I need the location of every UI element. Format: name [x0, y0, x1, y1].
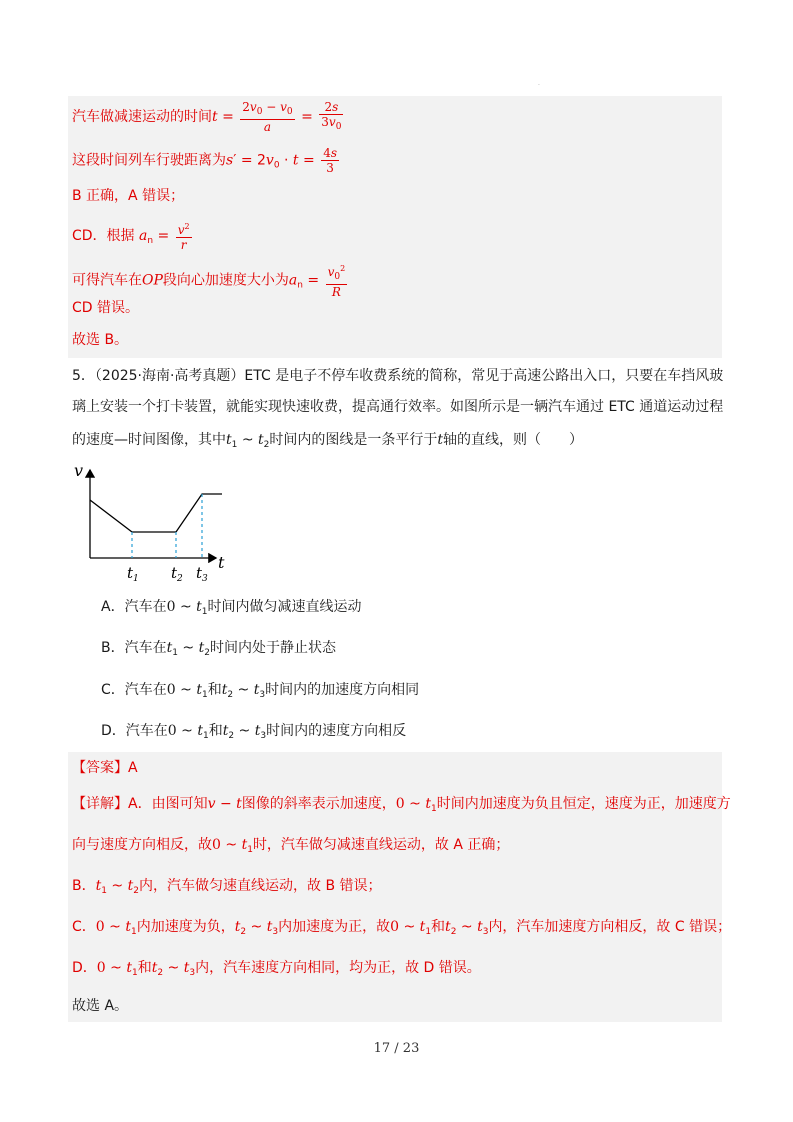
t2-label: t — [171, 564, 178, 582]
t1-sub: 1 — [133, 574, 139, 584]
op-label: OP — [142, 272, 163, 289]
line-text: C． — [72, 919, 96, 935]
option-c: C．汽车在0 ~ $t_1$和$t_2$ ~ $t_3$时间内的加速度方向相同 — [101, 682, 420, 700]
solution-line-cd-wrong: CD 错误。 — [72, 300, 140, 316]
solution-line-op: 可得汽车在OP段向心加速度大小为$a_n$ = $\frac{v_0^2}{R}$ — [72, 264, 346, 299]
solution-line-distance: 这段时间列车行驶距离为$s' = 2v_0 \cdot t$ = $\frac{4s}{3}$ — [72, 146, 338, 175]
solution-line-b-correct: B 正确，A 错误； — [72, 188, 185, 204]
option-text: 和 — [207, 682, 222, 698]
line-text: 轴的直线，则（ ） — [443, 432, 584, 448]
detail-line-b: B．$t_1$ ~ $t_2$内，汽车做匀速直线运动，故 B 错误； — [72, 878, 382, 896]
fraction: $\frac{v^2}{r}$ — [177, 222, 190, 252]
option-text: 时间内处于静止状态 — [210, 640, 336, 656]
line-text: 内加速度为负， — [136, 919, 235, 935]
option-text: 时间内的加速度方向相同 — [265, 682, 420, 698]
line-text: 内加速度为正，故 — [278, 919, 391, 935]
option-a: A．汽车在0 ~ $t_1$时间内做匀减速直线运动 — [101, 599, 362, 617]
line-text: 内，汽车速度方向相同，均为正，故 D 错误。 — [195, 960, 481, 976]
question-line-2: 璃上安装一个打卡装置，就能实现快速收费，提高通行效率。如图所示是一辆汽车通过 ETC 通道运动过程 — [72, 399, 724, 415]
option-text: D．汽车在 — [101, 723, 168, 739]
option-text: C．汽车在 — [101, 682, 167, 698]
line-text: 汽车做减速运动的时间 — [72, 109, 212, 125]
question-line-1: 5．（2025·海南·高考真题）ETC 是电子不停车收费系统的简称，常见于高速公路出入口，只要在车挡风玻 — [72, 368, 724, 384]
option-b: B．汽车在$t_1$ ~ $t_2$时间内处于静止状态 — [101, 640, 336, 658]
fraction: $\frac{4s}{3}$ — [323, 146, 338, 175]
line-text: 段向心加速度大小为 — [162, 272, 289, 289]
answer-label: 【答案】A — [72, 760, 138, 776]
line-text: 【详解】A．由图可知 — [72, 796, 208, 812]
option-text: 时间内的速度方向相反 — [266, 723, 407, 739]
solution-line-choose-b: 故选 B。 — [72, 332, 129, 348]
line-text: D． — [72, 960, 97, 976]
option-text: A．汽车在 — [101, 599, 167, 615]
line-text: 向与速度方向相反，故 — [72, 837, 212, 853]
line-text: 这段时间列车行驶距离为 — [72, 152, 226, 169]
line-text: 时间内加速度为负且恒定，速度为正，加速度方 — [436, 796, 731, 812]
t1-label: t — [127, 564, 134, 582]
solution-line-time: 汽车做减速运动的时间t = $\frac{2v_0 - v_0}{a}$ = $\frac{2s}{3v_0}$ — [72, 100, 342, 134]
option-d: D．汽车在0 ~ $t_1$和$t_2$ ~ $t_3$时间内的速度方向相反 — [101, 723, 407, 741]
velocity-time-graph — [66, 460, 236, 585]
line-text: 的速度—时间图像，其中 — [72, 432, 226, 448]
line-text: 时，汽车做匀减速直线运动，故 A 正确； — [252, 837, 510, 853]
stray-dot: · — [538, 82, 540, 89]
line-text: 图像的斜率表示加速度， — [241, 796, 396, 812]
fraction: $\frac{2v_0 - v_0}{a}$ — [242, 100, 293, 134]
t2-sub: 2 — [177, 574, 183, 584]
option-text: 和 — [208, 723, 223, 739]
line-text: B． — [72, 878, 96, 894]
line-text: CD．根据 — [72, 228, 135, 244]
line-text: 内，汽车做匀速直线运动，故 B 错误； — [139, 878, 382, 894]
t3-label: t — [196, 564, 203, 582]
t-axis-label: t — [218, 553, 225, 572]
v-axis-label: v — [74, 461, 84, 480]
option-text: B．汽车在 — [101, 640, 167, 656]
final-choice: 故选 A。 — [72, 998, 129, 1014]
option-text: 时间内做匀减速直线运动 — [207, 599, 362, 615]
line-text: 内，汽车加速度方向相反，故 C 错误； — [488, 919, 732, 935]
detail-line-c: C．0 ~ $t_1$内加速度为负，$t_2$ ~ $t_3$内加速度为正，故0 ~ $t_1$和$t_2$ ~ $t_3$内，汽车加速度方向相反，故 C 错误； — [72, 919, 732, 937]
line-text: 可得汽车在 — [72, 272, 142, 289]
detail-line-1: 【详解】A．由图可知v − t图像的斜率表示加速度，0 ~ $t_1$时间内加速度为负且恒定，速度为正，加速度方 — [72, 796, 731, 814]
line-text: 和 — [431, 919, 446, 935]
fraction: $\frac{v_0^2}{R}$ — [327, 264, 346, 299]
line-text: 和 — [137, 960, 152, 976]
detail-line-d: D．0 ~ $t_1$和$t_2$ ~ $t_3$内，汽车速度方向相同，均为正，故 D 错误。 — [72, 960, 481, 978]
line-text: 时间内的图线是一条平行于 — [269, 432, 438, 448]
page-number: 17 / 23 — [373, 1041, 420, 1056]
question-line-3: 的速度—时间图像，其中$t_1$ ~ $t_2$时间内的图线是一条平行于t轴的直线，则（ ） — [72, 432, 584, 450]
fraction: $\frac{2s}{3v_0}$ — [321, 100, 342, 132]
detail-line-2: 向与速度方向相反，故0 ~ $t_1$时，汽车做匀减速直线运动，故 A 正确； — [72, 837, 510, 855]
t3-sub: 3 — [202, 574, 208, 584]
solution-line-cd: CD．根据 $a_n$ = $\frac{v^2}{r}$ — [72, 222, 190, 252]
